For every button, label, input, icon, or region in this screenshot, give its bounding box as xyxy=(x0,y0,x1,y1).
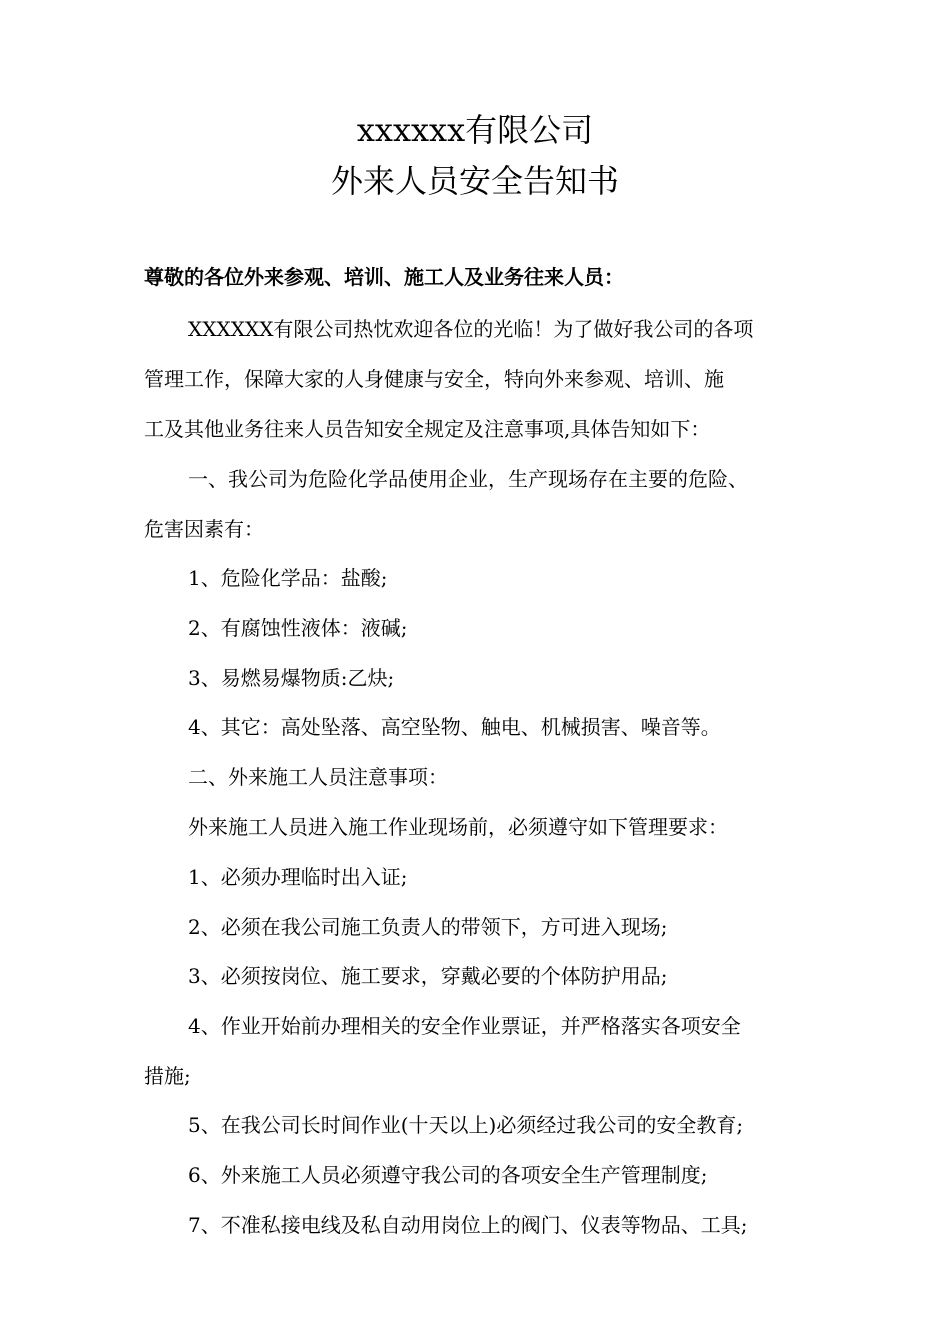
body-line: 外来施工人员进入施工作业现场前，必须遵守如下管理要求： xyxy=(188,815,728,839)
list-item: 2、必须在我公司施工负责人的带领下，方可进入现场; xyxy=(188,915,668,939)
list-item: 4、作业开始前办理相关的安全作业票证，并严格落实各项安全 xyxy=(188,1014,741,1038)
list-item: 3、必须按岗位、施工要求，穿戴必要的个体防护用品; xyxy=(188,964,668,988)
list-item: 1、必须办理临时出入证; xyxy=(188,865,408,889)
body-line: 工及其他业务往来人员告知安全规定及注意事项,具体告知如下： xyxy=(144,417,711,441)
section-heading: 二、外来施工人员注意事项： xyxy=(188,765,448,789)
body-line: XXXXXX有限公司热忱欢迎各位的光临！为了做好我公司的各项 xyxy=(188,317,754,341)
list-item: 7、不准私接电线及私自动用岗位上的阀门、仪表等物品、工具; xyxy=(188,1213,748,1237)
list-item: 2、有腐蚀性液体：液碱; xyxy=(188,616,408,640)
list-item: 6、外来施工人员必须遵守我公司的各项安全生产管理制度; xyxy=(188,1163,708,1187)
body-line: 管理工作，保障大家的人身健康与安全，特向外来参观、培训、施 xyxy=(144,367,724,391)
company-title: xxxxxx有限公司 xyxy=(356,111,594,149)
list-item: 1、危险化学品：盐酸; xyxy=(188,566,388,590)
body-line: 危害因素有： xyxy=(144,517,264,541)
list-item: 5、在我公司长时间作业(十天以上)必须经过我公司的安全教育; xyxy=(188,1113,744,1137)
list-item: 3、易燃易爆物质:乙炔; xyxy=(188,666,395,690)
body-line: 措施; xyxy=(144,1064,191,1088)
list-item: 4、其它：高处坠落、高空坠物、触电、机械损害、噪音等。 xyxy=(188,715,721,739)
section-heading: 一、我公司为危险化学品使用企业，生产现场存在主要的危险、 xyxy=(188,467,748,491)
document-title: 外来人员安全告知书 xyxy=(330,162,619,200)
salutation: 尊敬的各位外来参观、培训、施工人及业务往来人员： xyxy=(144,265,624,289)
